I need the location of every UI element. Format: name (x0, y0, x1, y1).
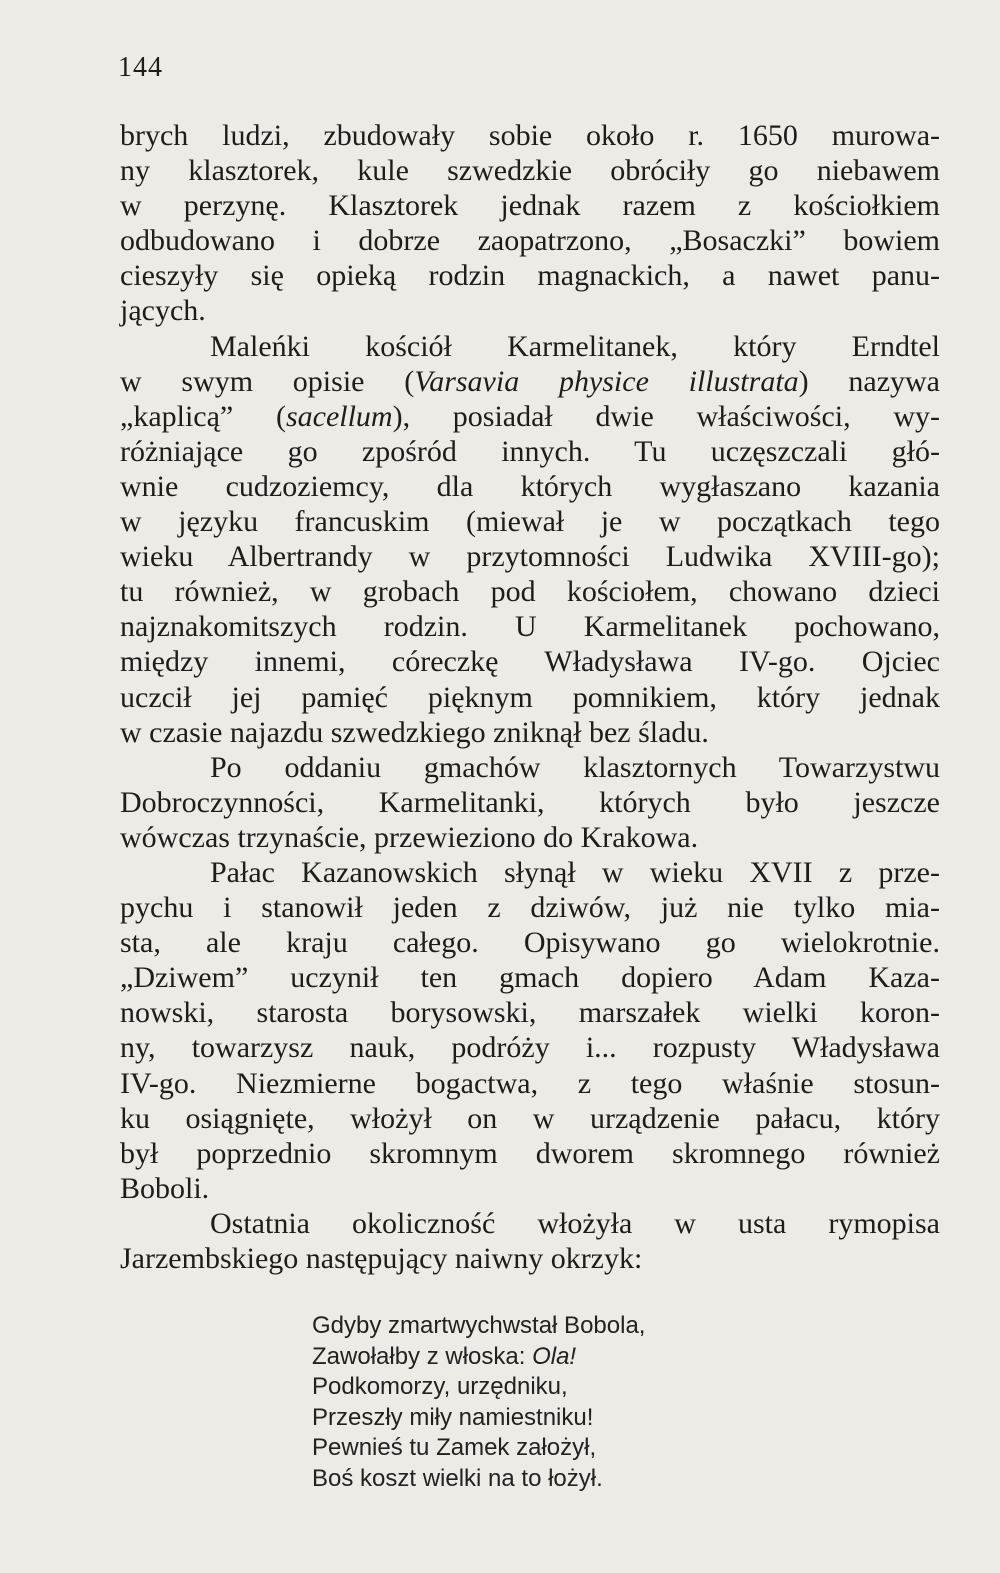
text-line: pychu i stanowił jeden z dziwów, już nie tylko mia- (120, 891, 940, 925)
text-line: „Dziwem” uczynił ten gmach dopiero Adam Kaza- (120, 961, 940, 995)
text-line: ku osiągnięte, włożył on w urządzenie pałacu, który (120, 1101, 940, 1135)
text-line: Jarzembskiego następujący naiwny okrzyk: (120, 1242, 643, 1275)
text-line: w swym opisie (Varsavia physice illustrata) nazywa (120, 364, 940, 398)
text-line: w języku francuskim (miewał je w początkach tego (120, 505, 940, 539)
text-line: Ostatnia okoliczność włożyła w usta rymopisa (210, 1206, 940, 1240)
text-line: cieszyły się opieką rodzin magnackich, a nawet panu- (120, 259, 940, 293)
poem-verse: Przeszły miły namiestniku! (312, 1403, 594, 1431)
text-line: Maleńki kościół Karmelitanek, który Erndtel (210, 329, 940, 363)
poem-quote (312, 1311, 645, 1494)
poem-verse: Podkomorzy, urzędniku, (312, 1373, 568, 1400)
poem-verse: Pewnieś tu Zamek założył, (312, 1434, 597, 1461)
text-line: w czasie najazdu szwedzkiego zniknął bez śladu. (120, 715, 709, 749)
paragraph (120, 855, 940, 1206)
page-number: 144 (118, 52, 163, 83)
text-line: w perzynę. Klasztorek jednak razem z kościołkiem (120, 189, 940, 223)
text-line: między innemi, córeczkę Władysława IV-go. Ojciec (120, 645, 940, 679)
text-line: jących. (120, 294, 206, 328)
text-line: IV-go. Niezmierne bogactwa, z tego właśnie stosun- (120, 1066, 940, 1100)
text-line: ny, towarzysz nauk, podróży i... rozpusty Władysława (120, 1031, 940, 1065)
poem-verse: Gdyby zmartwychwstał Bobola, (312, 1312, 646, 1339)
paragraph (120, 118, 940, 329)
text-line: najznakomitszych rodzin. U Karmelitanek pochowano, (120, 610, 940, 644)
paragraph (120, 329, 940, 750)
poem-verse: Boś koszt wielki na to łożył. (312, 1464, 603, 1492)
poem-verse: Zawołałby z włoska: Ola! (312, 1342, 577, 1370)
paragraph (120, 750, 940, 855)
paragraph (120, 1206, 940, 1276)
text-line: wówczas trzynaście, przewieziono do Krakowa. (120, 820, 699, 854)
text-line: Boboli. (120, 1171, 210, 1205)
text-line: Dobroczynności, Karmelitanki, których było jeszcze (120, 785, 940, 819)
text-line: Pałac Kazanowskich słynął w wieku XVII z prze- (210, 855, 940, 889)
text-line: tu również, w grobach pod kościołem, chowano dzieci (120, 575, 940, 609)
text-line: uczcił jej pamięć pięknym pomnikiem, który jednak (120, 680, 940, 714)
text-line: odbudowano i dobrze zaopatrzono, „Bosaczki” bowiem (120, 224, 940, 258)
text-line: brych ludzi, zbudowały sobie około r. 1650 murowa- (120, 119, 940, 152)
text-line: sta, ale kraju całego. Opisywano go wielokrotnie. (120, 926, 940, 960)
text-line: różniające go zpośród innych. Tu uczęszczali głó- (120, 434, 940, 468)
text-line: nowski, starosta borysowski, marszałek wielki koron- (120, 996, 940, 1030)
text-line: Po oddaniu gmachów klasztornych Towarzystwu (210, 750, 940, 784)
text-line: wnie cudzoziemcy, dla których wygłaszano kazania (120, 469, 940, 503)
text-line: wieku Albertrandy w przytomności Ludwika XVIII-go); (120, 540, 940, 574)
text-line: „kaplicą” (sacellum), posiadał dwie właściwości, wy- (120, 399, 940, 433)
text-line: ny klasztorek, kule szwedzkie obróciły go niebawem (120, 154, 940, 188)
text-line: był poprzednio skromnym dworem skromnego również (120, 1136, 940, 1170)
body-text (120, 118, 940, 1276)
